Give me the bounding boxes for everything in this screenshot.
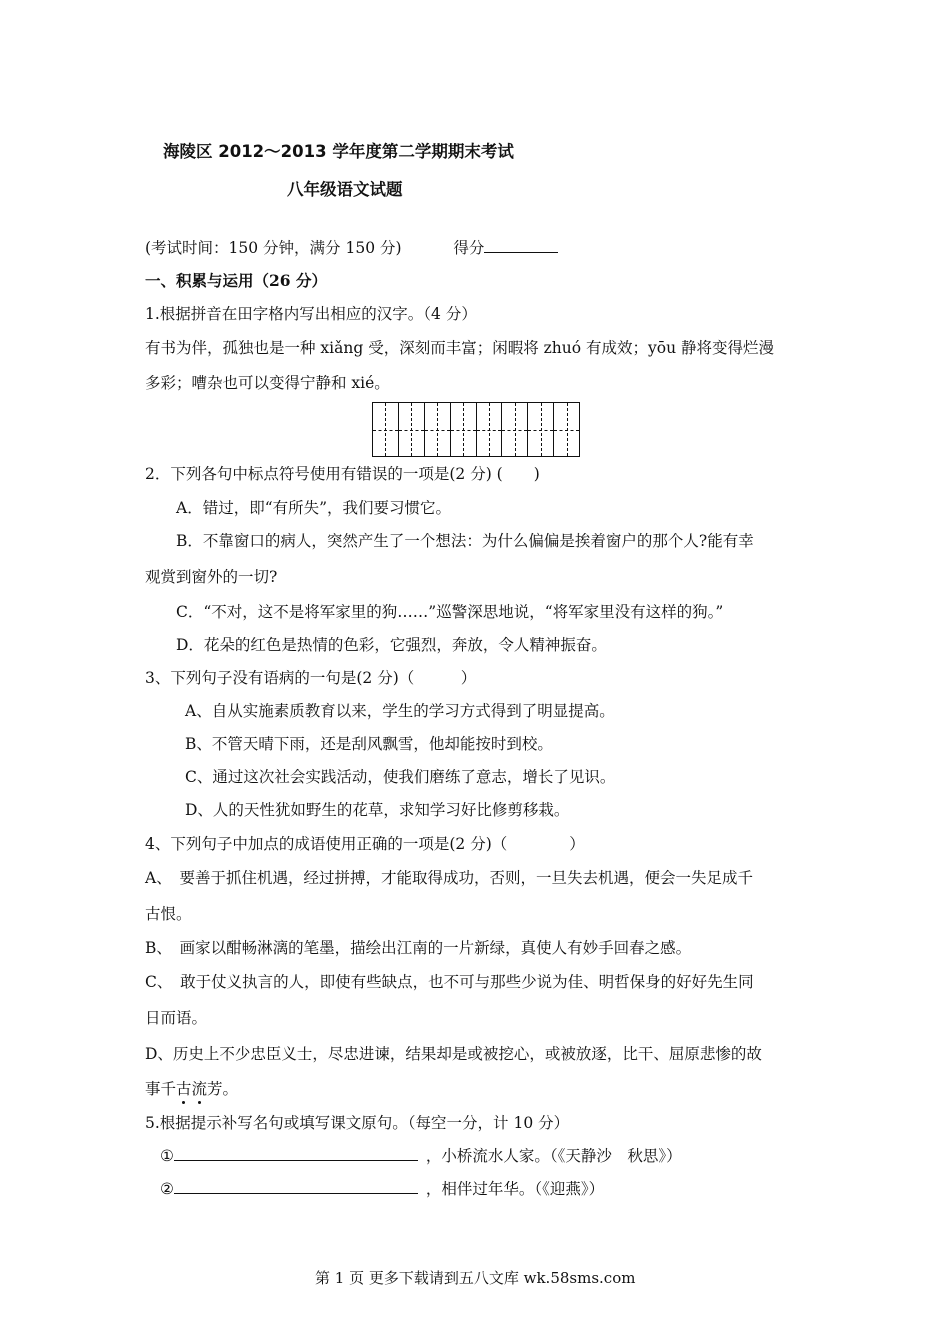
q2-option-b-line1: B．不靠窗口的病人，突然产生了一个想法：为什么偏偏是挨着窗户的那个人?能有幸 bbox=[176, 532, 754, 550]
q4-d-text-pre: 事千 bbox=[145, 1080, 177, 1098]
q5-item-2 bbox=[160, 1177, 604, 1199]
score-label: 得分 bbox=[453, 239, 485, 257]
q3-option-a: A、自从实施素质教育以来，学生的学习方式得到了明显提高。 bbox=[185, 702, 615, 720]
score-blank[interactable] bbox=[484, 237, 558, 253]
tian-cell[interactable] bbox=[373, 403, 399, 456]
exam-subtitle: 八年级语文试题 bbox=[287, 180, 403, 199]
q4-stem: 4、下列句子中加点的成语使用正确的一项是(2 分)（ ） bbox=[145, 835, 585, 853]
exam-time-score: (考试时间：150 分钟，满分 150 分) bbox=[145, 239, 402, 257]
q3-option-c: C、通过这次社会实践活动，使我们磨练了意志，增长了见识。 bbox=[185, 768, 616, 786]
tian-cell[interactable] bbox=[451, 403, 477, 456]
q1-text-line1: 有书为伴，孤独也是一种 xiǎng 受，深刻而丰富；闲暇将 zhuó 有成效；yōu 静将变得烂漫 bbox=[145, 339, 775, 357]
page-footer: 第 1 页 更多下载请到五八文库 wk.58sms.com bbox=[315, 1269, 636, 1287]
q5-item-1 bbox=[160, 1144, 682, 1166]
tian-cell[interactable] bbox=[477, 403, 503, 456]
tian-cell[interactable] bbox=[425, 403, 451, 456]
q2-option-d: D．花朵的红色是热情的色彩，它强烈，奔放，令人精神振奋。 bbox=[176, 636, 607, 654]
q5-item-1-number: ① bbox=[160, 1147, 174, 1165]
q4-option-c-line1: C、 敢于仗义执言的人，即使有些缺点，也不可与那些少说为佳、明哲保身的好好先生同 bbox=[145, 973, 754, 991]
q4-option-b: B、 画家以酣畅淋漓的笔墨，描绘出江南的一片新绿，真使人有妙手回春之感。 bbox=[145, 939, 692, 957]
q4-option-d-line2 bbox=[145, 1077, 238, 1099]
q2-option-b-line2: 观赏到窗外的一切? bbox=[145, 568, 278, 586]
tian-cell[interactable] bbox=[502, 403, 528, 456]
q4-option-c-line2: 日而语。 bbox=[145, 1009, 208, 1027]
q5-item-2-number: ② bbox=[160, 1180, 174, 1198]
q1-stem: 1.根据拼音在田字格内写出相应的汉字。（4 分） bbox=[145, 305, 477, 323]
q3-option-d: D、人的天性犹如野生的花草，求知学习好比修剪移栽。 bbox=[185, 801, 570, 819]
tian-grid bbox=[372, 402, 580, 457]
tian-cell[interactable] bbox=[528, 403, 554, 456]
q4-option-a-line2: 古恨。 bbox=[145, 905, 192, 923]
q4-option-d-line1: D、历史上不少忠臣义士，尽忠进谏，结果却是或被挖心，或被放逐，比干、屈原悲惨的故 bbox=[145, 1045, 762, 1063]
tian-cell[interactable] bbox=[399, 403, 425, 456]
q5-blank-1[interactable] bbox=[174, 1145, 418, 1161]
section-heading: 一、积累与运用（26 分） bbox=[145, 271, 327, 290]
q4-d-text-post: 芳。 bbox=[207, 1080, 239, 1098]
q1-text-line2: 多彩；嘈杂也可以变得宁静和 xié。 bbox=[145, 374, 390, 392]
q5-blank-2[interactable] bbox=[174, 1178, 418, 1194]
exam-title: 海陵区 2012～2013 学年度第二学期期末考试 bbox=[163, 142, 514, 161]
tian-cell[interactable] bbox=[554, 403, 579, 456]
q4-option-a-line1: A、 要善于抓住机遇，经过拼搏，才能取得成功，否则，一旦失去机遇，便会一失足成千 bbox=[145, 869, 753, 887]
q2-option-c: C．“不对，这不是将军家里的狗……”巡警深思地说，“将军家里没有这样的狗。” bbox=[176, 603, 724, 621]
q2-stem: 2．下列各句中标点符号使用有错误的一项是(2 分) ( ) bbox=[145, 465, 540, 483]
emphasis-dot-char: 流 bbox=[192, 1077, 208, 1099]
q5-item-1-text: ，小桥流水人家。（《天静沙 秋思》） bbox=[425, 1147, 682, 1165]
q5-stem: 5.根据提示补写名句或填写课文原句。（每空一分，计 10 分） bbox=[145, 1114, 570, 1132]
emphasis-dot-char: 古 bbox=[176, 1077, 192, 1099]
exam-info bbox=[145, 236, 558, 258]
q5-item-2-text: ，相伴过年华。（《迎燕》） bbox=[425, 1180, 605, 1198]
q2-option-a: A．错过，即“有所失”，我们要习惯它。 bbox=[176, 499, 452, 517]
q3-stem: 3、下列句子没有语病的一句是(2 分)（ ） bbox=[145, 669, 477, 687]
q3-option-b: B、不管天晴下雨，还是刮风飘雪，他却能按时到校。 bbox=[185, 735, 553, 753]
